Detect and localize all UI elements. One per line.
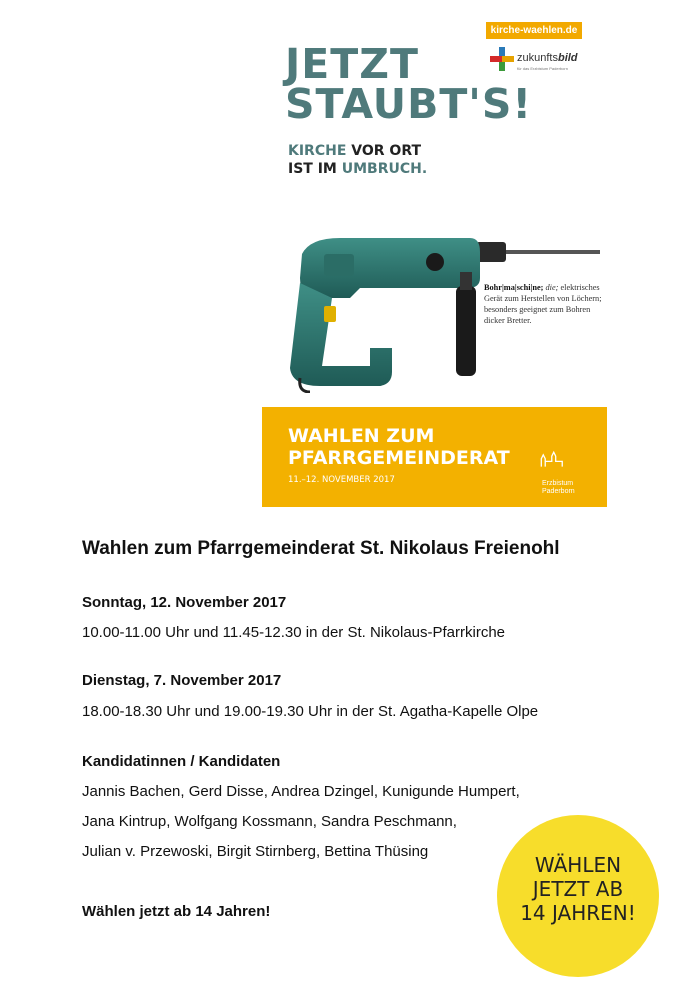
- church-icon: [537, 447, 577, 481]
- session-details: 18.00-18.30 Uhr und 19.00-19.30 Uhr in der St. Agatha-Kapelle Olpe: [82, 703, 539, 720]
- zukunftsbild-logo-subtitle: für das Erzbistum Paderborn: [517, 66, 568, 71]
- election-banner: [262, 407, 607, 507]
- document-title: Wahlen zum Pfarrgemeinderat St. Nikolaus Freienohl: [82, 538, 560, 559]
- dictionary-definition: Bohr|ma|schi|ne; die; elektrisches Gerät zum Herstellen von Löchern; besonders geeignet zum Bohren dicker Bretter.: [484, 283, 602, 325]
- poster-subline: KIRCHE VOR ORT IST IM UMBRUCH.: [288, 143, 428, 177]
- session-day: Sonntag, 12. November 2017: [82, 594, 287, 611]
- age-badge-text: WÄHLEN JETZT AB 14 JAHREN!: [520, 853, 636, 925]
- banner-date: 11.–12. NOVEMBER 2017: [288, 475, 395, 485]
- age-badge: [497, 815, 659, 977]
- zukunftsbild-logo-text: zukunftsbild: [517, 52, 578, 64]
- poster-headline: JETZT STAUBT'S!: [285, 40, 533, 128]
- session-details: 10.00-11.00 Uhr und 11.45-12.30 in der St. Nikolaus-Pfarrkirche: [82, 624, 506, 641]
- candidates-line: Jannis Bachen, Gerd Disse, Andrea Dzingel, Kunigunde Humpert,: [82, 783, 520, 800]
- candidates-line: Jana Kintrup, Wolfgang Kossmann, Sandra Peschmann,: [82, 813, 457, 830]
- diocese-label: Erzbistum Paderborn: [542, 480, 575, 495]
- website-badge: kirche-waehlen.de: [486, 22, 582, 39]
- candidates-line: Julian v. Przewoski, Birgit Stirnberg, Bettina Thüsing: [82, 843, 429, 860]
- candidates-heading: Kandidatinnen / Kandidaten: [82, 753, 281, 770]
- banner-title: WAHLEN ZUM PFARRGEMEINDERAT: [288, 425, 510, 469]
- session-day: Dienstag, 7. November 2017: [82, 672, 282, 689]
- age-note: Wählen jetzt ab 14 Jahren!: [82, 903, 271, 920]
